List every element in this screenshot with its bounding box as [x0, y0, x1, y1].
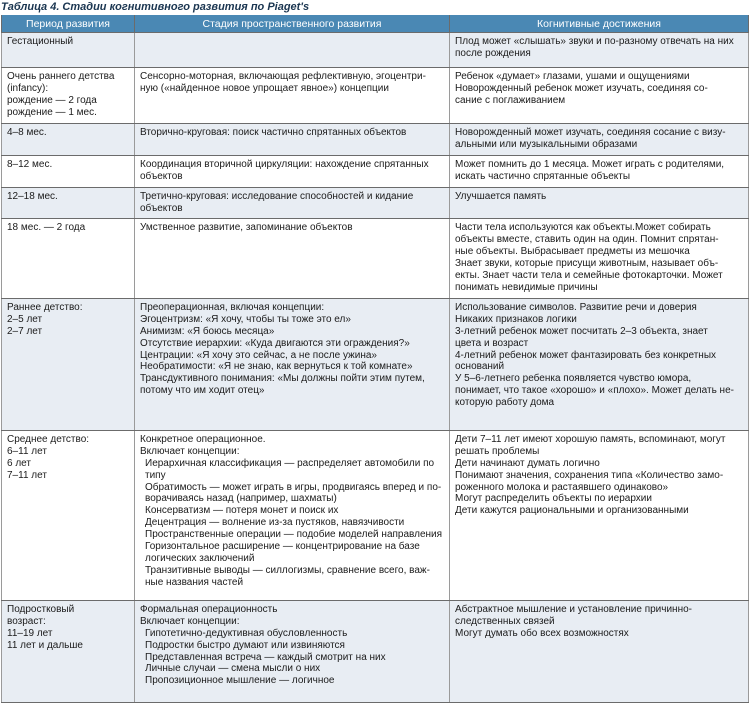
table-row [2, 187, 749, 219]
achievements-cell [450, 33, 749, 68]
stage-cell [135, 430, 450, 600]
period-line: возраст: [7, 615, 46, 627]
period-cell [2, 600, 135, 702]
stage-cell [135, 600, 450, 702]
achievements-line: объекты вместе, ставить один на один. Помнит спрятан- [455, 234, 719, 246]
period-line: 7–11 лет [7, 469, 47, 481]
period-cell [2, 124, 135, 156]
stage-line: Включает концепции: [140, 445, 240, 457]
stage-line: Сенсорно-моторная, включающая рефлективную, эгоцентри- [140, 71, 426, 82]
stage-line: Транзитивные выводы — силлогизмы, сравнение всего, важ- [145, 564, 430, 576]
achievements-line: Могут распределить объекты по иерархии [455, 493, 652, 505]
piaget-stages-table [1, 15, 749, 703]
period-line: 11–19 лет [7, 627, 53, 639]
achievements-line: Никаких признаков логики [455, 313, 577, 325]
period-cell [2, 68, 135, 124]
stage-line: Подростки быстро думают или извиняются [145, 639, 345, 651]
achievements-cell [450, 430, 749, 600]
period-cell [2, 430, 135, 600]
stage-line: Иерархичная классификация — распределяет автомобили по [145, 457, 435, 469]
achievements-line: роженного молока и растаявшего одинаково» [455, 481, 669, 493]
period-cell [2, 33, 135, 68]
table-header-row [2, 15, 749, 33]
period-cell [2, 219, 135, 298]
stage-line: Третично-круговая: исследование способностей и кидание [140, 190, 414, 202]
stage-line: типу [145, 469, 166, 481]
stage-cell [135, 219, 450, 298]
achievements-cell [450, 68, 749, 124]
achievements-line: альными или музыкальными образами [455, 138, 638, 150]
table-row [2, 68, 749, 124]
stage-line: Преоперационная, включая концепции: [140, 301, 325, 313]
table-caption: Таблица 4. Стадии когнитивного развития по Piaget's [1, 1, 310, 13]
table-row [2, 430, 749, 600]
period-line: 8–12 мес. [7, 158, 53, 170]
achievements-line: после рождения [455, 47, 531, 59]
achievements-line: Новорожденный может изучать, соединяя сосание с визу- [455, 127, 726, 138]
achievements-line: следственных связей [455, 615, 555, 627]
stage-line: ную («найденное новое упрощает явное») концепции [140, 82, 389, 94]
stage-line: Представленная встреча — каждый смотрит на них [145, 651, 386, 663]
table-row [2, 600, 749, 702]
stage-line: Координация вторичной циркуляции: нахождение спрятанных [140, 158, 429, 170]
achievements-line: Ребенок «думает» глазами, ушами и ощущениями [455, 71, 690, 82]
table-row [2, 124, 749, 156]
achievements-line: искать частично спрятанные объекты [455, 170, 631, 182]
period-cell [2, 298, 135, 430]
period-line: Гестационный [7, 36, 74, 47]
achievements-line: цвета и возраст [455, 337, 529, 349]
achievements-line: понимать невидимые причины [455, 281, 598, 293]
achievements-line: Знает звуки, которые присущи животным, называет объ- [455, 258, 719, 270]
table-row [2, 219, 749, 298]
table-row [2, 33, 749, 68]
stage-line: Трансдуктивного понимания: «Мы должны пойти этим путем, [140, 373, 425, 385]
period-line: 6 лет [7, 457, 31, 469]
stage-line: потому что им ходит отец» [140, 385, 265, 397]
stage-line: логических заключений [145, 552, 255, 564]
period-line: (infancy): [7, 82, 49, 94]
table-row [2, 155, 749, 187]
period-line: 4–8 мес. [7, 127, 47, 138]
stage-cell [135, 68, 450, 124]
stage-line: объектов [140, 202, 183, 214]
stage-line: Вторично-круговая: поиск частично спрятанных объектов [140, 127, 407, 138]
period-line: рождение — 2 года [7, 94, 97, 106]
period-line: 11 лет и дальше [7, 639, 83, 651]
stage-line: Децентрация — волнение из-за пустяков, навязчивости [145, 517, 405, 529]
stage-line: Эгоцентризм: «Я хочу, чтобы ты тоже это ел» [140, 313, 351, 325]
stage-cell [135, 33, 450, 68]
stage-cell [135, 187, 450, 219]
stage-line: Конкретное операционное. [140, 433, 266, 445]
stage-line: Формальная операционность [140, 603, 278, 615]
stage-line: Пространственные операции — подобие моделей направления [145, 529, 443, 541]
achievements-line: Дети кажутся рациональными и организованными [455, 505, 689, 517]
period-cell [2, 155, 135, 187]
achievements-cell [450, 298, 749, 430]
achievements-cell [450, 155, 749, 187]
achievements-cell [450, 187, 749, 219]
period-line: 12–18 мес. [7, 190, 58, 202]
stage-line: объектов [140, 170, 183, 182]
stage-line: Личные случаи — смена мысли о них [145, 663, 321, 675]
stage-line: Включает концепции: [140, 615, 240, 627]
stage-line: Анимизм: «Я боюсь месяца» [140, 325, 275, 337]
period-line: 18 мес. — 2 года [7, 222, 86, 234]
period-line: Очень раннего детства [7, 71, 115, 82]
achievements-line: Дети 7–11 лет имеют хорошую память, вспоминают, могут [455, 433, 726, 445]
period-line: 2–5 лет [7, 313, 43, 325]
achievements-cell [450, 600, 749, 702]
header-stage: Стадия пространственного развития [135, 15, 450, 33]
achievements-line: Может помнить до 1 месяца. Может играть с родителями, [455, 158, 725, 170]
stage-line: Необратимости: «Я не знаю, как вернуться к той комнате» [140, 361, 413, 373]
achievements-line: екты. Знает части тела и семейные фотокарточки. Может [455, 270, 723, 282]
achievements-line: У 5–6-летнего ребенка появляется чувство юмора, [455, 373, 692, 385]
achievements-line: сание с поглаживанием [455, 94, 566, 106]
achievements-line: 4-летний ребенок может фантазировать без конкретных [455, 349, 717, 361]
stage-line: Обратимость — может играть в игры, продвигаясь вперед и по- [145, 481, 442, 493]
stage-line: Горизонтальное расширение — концентрирование на базе [145, 541, 420, 553]
stage-cell [135, 124, 450, 156]
period-line: 2–7 лет [7, 325, 43, 337]
achievements-line: Улучшается память [455, 190, 547, 202]
stage-line: Отсутствие иерархии: «Куда двигаются эти ограждения?» [140, 337, 410, 349]
stage-line: Центрации: «Я хочу это сейчас, а не после ужина» [140, 349, 377, 361]
achievements-line: понимает, что такое «хорошо» и «плохо». Может делать не- [455, 385, 734, 397]
table-row [2, 298, 749, 430]
header-achievements: Когнитивные достижения [450, 15, 749, 33]
period-line: Подростковый [7, 603, 75, 615]
achievements-line: Понимают значения, сохранения типа «Количество замо- [455, 469, 724, 481]
period-cell [2, 187, 135, 219]
period-line: рождение — 1 мес. [7, 106, 97, 118]
achievements-line: Дети начинают думать логично [455, 457, 600, 469]
achievements-line: ные объекты. Выбрасывает предметы из мешочка [455, 246, 690, 258]
stage-line: Гипотетично-дедуктивная обусловленность [145, 627, 348, 639]
achievements-line: решать проблемы [455, 445, 540, 457]
achievements-line: оснований [455, 361, 505, 373]
achievements-line: Использование символов. Развитие речи и доверия [455, 301, 697, 313]
stage-cell [135, 155, 450, 187]
achievements-cell [450, 219, 749, 298]
header-period: Период развития [2, 15, 135, 33]
achievements-cell [450, 124, 749, 156]
period-line: Среднее детство: [7, 433, 90, 445]
period-line: 6–11 лет [7, 445, 47, 457]
stage-cell [135, 298, 450, 430]
stage-line: Консерватизм — потеря монет и поиск их [145, 505, 339, 517]
stage-line: Умственное развитие, запоминание объектов [140, 222, 353, 234]
achievements-line: Абстрактное мышление и установление причинно- [455, 603, 692, 615]
stage-line: ворачиваясь назад (например, шахматы) [145, 493, 337, 505]
achievements-line: Плод может «слышать» звуки и по-разному отвечать на них [455, 36, 734, 47]
achievements-line: 3-летний ребенок может посчитать 2–3 объекта, знает [455, 325, 708, 337]
achievements-line: Части тела используются как объекты.Может собирать [455, 222, 711, 234]
achievements-line: Могут думать обо всех возможностях [455, 627, 629, 639]
stage-line: Пропозиционное мышление — логичное [145, 675, 335, 687]
stage-line: ные названия частей [145, 576, 244, 588]
achievements-line: которую работу дома [455, 397, 555, 409]
achievements-line: Новорожденный ребенок может изучать, соединяя со- [455, 82, 708, 94]
period-line: Раннее детство: [7, 301, 83, 313]
